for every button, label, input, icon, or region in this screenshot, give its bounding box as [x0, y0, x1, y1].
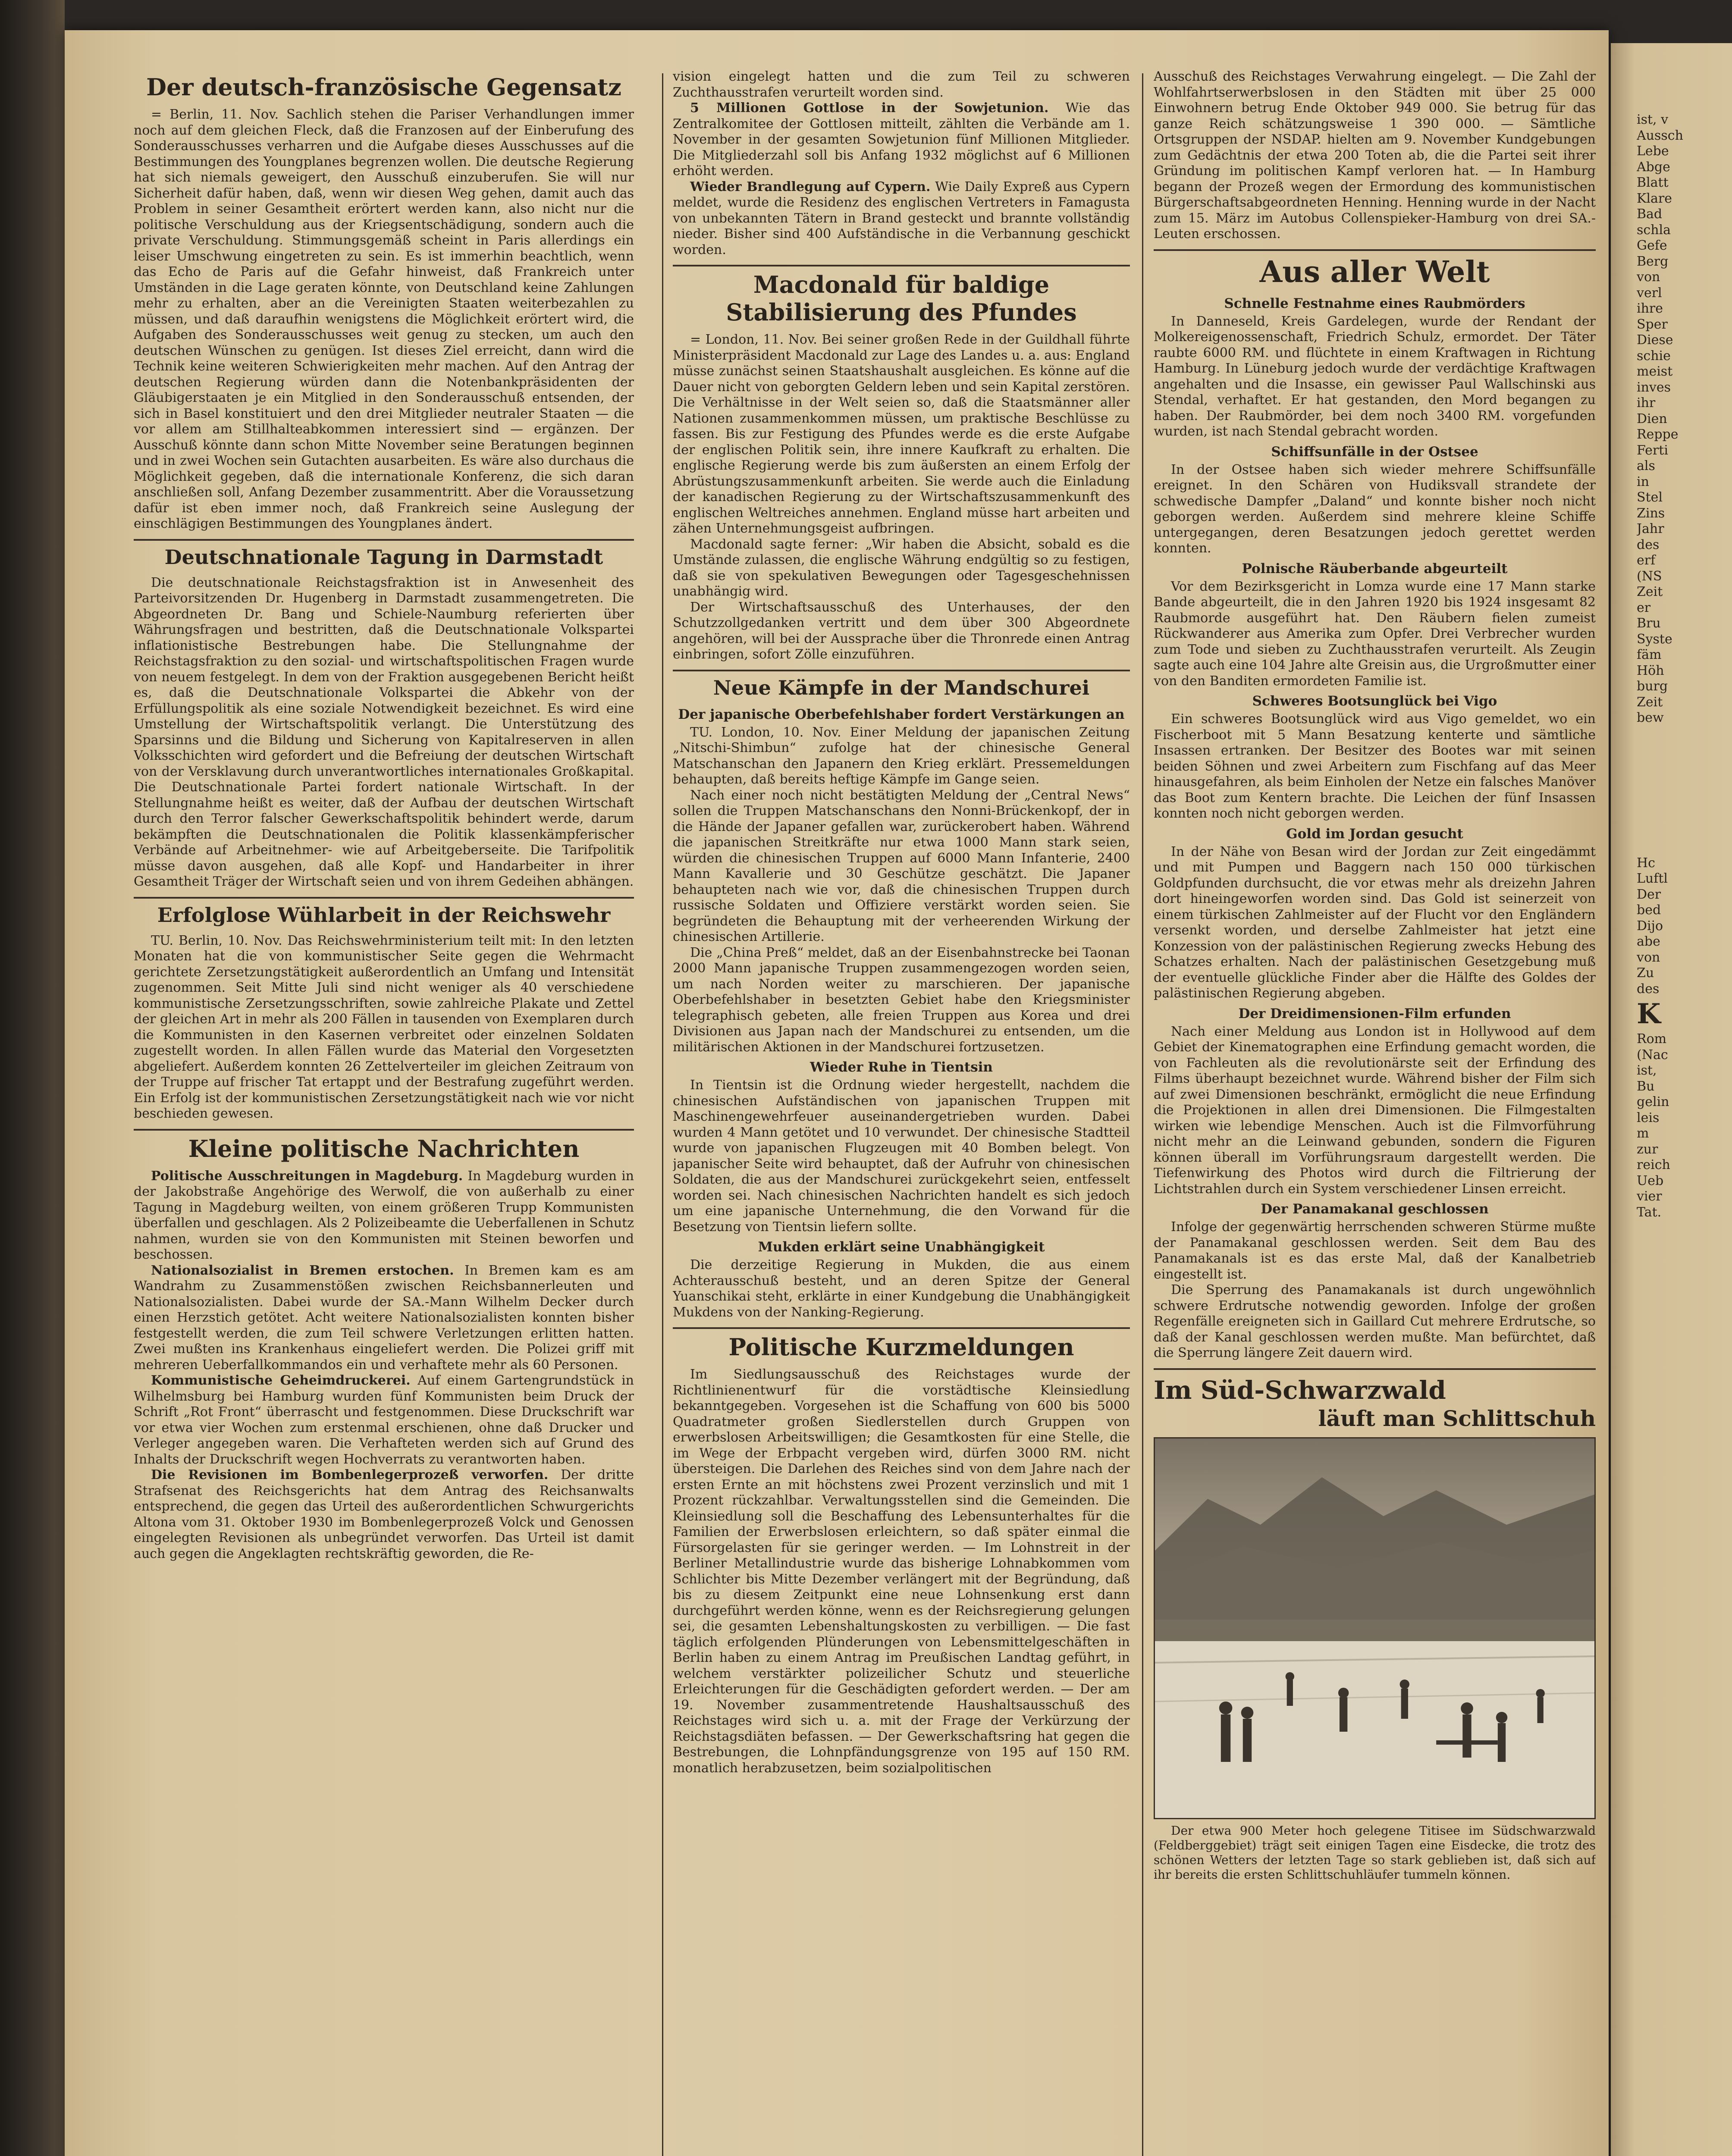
edge-line: Blatt [1637, 175, 1669, 190]
article-text: Vor dem Bezirksgericht in Lomza wurde eine 17 Mann starke Bande abgeurteilt, die in den Jahren 1920 bis 1924 insgesamt 82 Raubmorde ausgeführt hat. Den Räubern fielen zumeist Rückwanderer aus Amerika zum Opfer. Drei Verbrecher wurden zum Tode und sieben zu Zuchthausstrafen verurteilt. Als Zeugin sagte auch eine 104 Jahre alte Greisin aus, die Urgroßmutter einer von den Banditen ermordeten Familie ist. [1154, 579, 1596, 689]
edge-line: Reppe [1637, 427, 1679, 442]
edge-line: gelin [1637, 1094, 1669, 1109]
edge-line: (Nac [1637, 1047, 1668, 1062]
article-text: Die „China Preß“ meldet, daß an der Eisenbahnstrecke bei Taonan 2000 Mann japanische Truppen zusammengezogen worden seien, um nach Norden weiter zu marschieren. Der japanische Oberbefehlshaber in besetzten Gebiet habe den Kriegsminister telegraphisch gebeten, alle freien Truppen aus Korea und drei Divisionen aus Japan nach der Mandschurei zu entsenden, um die militärischen Aktionen in der Mandschurei fortzusetzen. [673, 945, 1130, 1055]
news-item-head: Kommunistische Geheimdruckerei. [151, 1373, 411, 1388]
article-text: Macdonald sagte ferner: „Wir haben die Absicht, sobald es die Umstände zulassen, die englische Währung endgültig so zu festigen, daß sie von spekulativen Bewegungen oder Tagesgeschehnissen unabhängig wird. [673, 536, 1130, 599]
edge-line: ihr [1637, 395, 1656, 411]
edge-line: ihre [1637, 301, 1663, 316]
headline: Der deutsch-französische Gegensatz [146, 73, 621, 101]
column-3 [1154, 69, 1596, 2156]
edge-line: Sper [1637, 317, 1668, 332]
article-text: In Danneseld, Kreis Gardelegen, wurde der Rendant der Molkereigenossenschaft, Friedrich Schulz, ermordet. Der Täter raubte 6000 RM. und flüchtete in einem Kraftwagen in Richtung Hamburg. In Lüneburg jedoch wurde der verdächtige Kraftwagen angehalten und die Insasse, ein gewisser Paul Wallschinski aus Stendal, verhaftet. Er hat gestanden, den Mord begangen zu haben. Der Raubmörder, bei dem noch 3400 RM. vorgefunden wurden, ist nach Stendal gebracht worden. [1154, 313, 1596, 439]
edge-line: Diese [1637, 332, 1673, 348]
subheadline: Wieder Ruhe in Tientsin [810, 1059, 993, 1075]
edge-line: verl [1637, 285, 1662, 301]
edge-line: fäm [1637, 647, 1662, 662]
column-1 [134, 69, 634, 2156]
article-divider [134, 897, 634, 899]
edge-line: Der [1637, 887, 1661, 902]
edge-line: Ueb [1637, 1173, 1664, 1188]
edge-line: inves [1637, 379, 1671, 395]
article-text: In der Ostsee haben sich wieder mehrere Schiffsunfälle ereignet. In den Schären von Hudiksvall strandete der schwedische Dampfer „Daland“ und konnte bisher noch nicht geborgen werden. Außerdem sind mehrere kleine Schiffe untergegangen, deren Besatzungen jedoch gerettet werden konnten. [1154, 462, 1596, 556]
edge-line: ist, [1637, 1063, 1657, 1078]
subheadline: Der Dreidimensionen-Film erfunden [1238, 1006, 1511, 1022]
edge-line: Stel [1637, 490, 1663, 505]
edge-line: Dijo [1637, 918, 1663, 934]
edge-line: meist [1637, 364, 1673, 379]
edge-line: Zu [1637, 965, 1654, 981]
news-item-text: In Magdeburg wurden in der Jakobstraße Angehörige des Werwolf, die von außerhalb zu einer Tagung in Magdeburg weilten, von einem größeren Trupp Kommunisten überfallen und geschlagen. Als 2 Polizeibeamte die Ueberfallenen in Schutz nahmen, wurden sie von den Kommunisten mit Steinen beworfen und beschossen. [134, 1168, 634, 1262]
edge-line: von [1637, 270, 1660, 285]
subheadline: Polnische Räuberbande abgeurteilt [1242, 561, 1508, 577]
news-item [134, 1373, 634, 1467]
edge-line: Zins [1637, 505, 1665, 521]
article-text: Infolge der gegenwärtig herrschenden schweren Stürme mußte der Panamakanal geschlossen werden. Seit dem Bau des Panamakanals ist es das erste Mal, daß der Kanalbetrieb eingestellt ist. [1154, 1219, 1596, 1282]
edge-line: (NS [1637, 568, 1662, 584]
news-item-text: Wie Daily Expreß aus Cypern meldet, wurde die Residenz des englischen Vertreters in Famagusta von unbekannten Tätern in Brand gesteckt und brannte vollständig nieder. Bisher sind 400 Aufständische in die Verbannung geschickt worden. [673, 179, 1130, 257]
edge-line: schla [1637, 222, 1671, 238]
article-text: Der Wirtschaftsausschuß des Unterhauses, der den Schutzzollgedanken vertritt und dem über 300 Abgeordnete angehören, will bei der Aussprache über die Thronrede einen Antrag einbringen, sofort Zölle einzuführen. [673, 599, 1130, 662]
edge-line: reich [1637, 1157, 1670, 1172]
edge-line: vier [1637, 1189, 1662, 1204]
edge-line: Berg [1637, 254, 1669, 269]
news-item-head: Politische Ausschreitungen in Magdeburg. [151, 1168, 463, 1184]
edge-line: Aussch [1637, 128, 1683, 143]
news-item [134, 1169, 634, 1263]
article-text: Die deutschnationale Reichstagsfraktion ist in Anwesenheit des Parteivorsitzenden Dr. Hugenberg in Darmstadt zusammengetreten. Die Abgeordneten Dr. Bang und Schiele-Naumburg referierten über Währungsfragen und bestritten, daß die Deutschnationale Volkspartei inflationistische Bestrebungen habe. Die Stellungnahme der Reichstagsfraktion zu den sozial- und wirtschaftspolitischen Fragen wurde von neuem festgelegt. In dem von der Fraktion ausgegebenen Bericht heißt es, daß die Deutschnationale Volkspartei die Abkehr von der Erfüllungspolitik als eine soziale Notwendigkeit bezeichnet. Es wird eine Umstellung der Wirtschaftspolitik verlangt. Die Unterstützung des Sparsinns und die Bildung und Sicherung von Kapitalreserven in allen Volksschichten wird gefordert und die Befreiung der deutschen Wirtschaft von der Versklavung durch unverantwortliches internationales Großkapital. Die Deutschnationale Partei fordert nationale Wirtschaft. In der Stellungnahme heißt es weiter, daß der Aufbau der deutschen Wirtschaft durch den Terror falscher Gewerkschaftspolitik behindert werde, darum bekämpften die Deutschnationalen die Politik klassenkämpferischer Verbände auf Arbeitnehmer- wie auf Arbeitgeberseite. Die Tarifpolitik müsse davon ausgehen, daß alle Kopf- und Handarbeiter in ihrer Gesamtheit Träger der Wirtschaft seien und von ihrem Gedeihen abhängen. [134, 575, 634, 889]
subheadline: Gold im Jordan gesucht [1286, 826, 1463, 842]
subheadline: Schweres Bootsunglück bei Vigo [1252, 693, 1497, 709]
headline: Kleine politische Nachrichten [188, 1134, 580, 1163]
edge-line: Zeit [1637, 694, 1663, 710]
article-divider [673, 1327, 1130, 1329]
news-item-head: Nationalsozialist in Bremen erstochen. [151, 1263, 454, 1278]
subheadline: Schiffsunfälle in der Ostsee [1271, 444, 1478, 460]
article-divider [673, 670, 1130, 671]
article-divider [1154, 1368, 1596, 1370]
article-divider [134, 539, 634, 541]
news-item-text: Wie das Zentralkomitee der Gottlosen mitteilt, zählten die Verbände am 1. November in der gesamten Sowjetunion fünf Millionen Mitglieder. Die Mitgliederzahl soll bis Anfang 1932 möglichst auf 6 Millionen erhöht werden. [673, 100, 1130, 179]
edge-line: bed [1637, 903, 1661, 918]
photo-title: Im Süd-Schwarzwald [1154, 1375, 1446, 1405]
news-item [134, 1467, 634, 1562]
headline: Neue Kämpfe in der Mandschurei [713, 676, 1090, 699]
edge-line: Dien [1637, 411, 1667, 426]
book-binding [0, 0, 65, 2156]
article-text: = London, 11. Nov. Bei seiner großen Rede in der Guildhall führte Ministerpräsident Macdonald zur Lage des Landes u. a. aus: England müsse zunächst seinen Staatshaushalt ausgleichen. Es könne auf die Dauer nicht von geborgten Geldern leben und sein Kapital zerstören. Die Verhältnisse in der Welt seien so, daß die Staatsmänner aller Nationen zusammenkommen müssen, um praktische Beschlüsse zu fassen. Bis zur Festigung des Pfundes werde es die erste Aufgabe der englischen Politik sein, ihre innere Kaufkraft zu erhalten. Die englische Regierung werde bis zum äußersten an einem Erfolg der Abrüstungszusammenkunft arbeiten. Sie werde auch die Einladung der kanadischen Regierung zu der Wirtschaftszusammenkunft des englischen Weltreiches annehmen. England müsse hart arbeiten und zähen Unternehmungsgeist aufbringen. [673, 332, 1130, 536]
edge-line: Lebe [1637, 144, 1669, 159]
edge-line: Bru [1637, 616, 1661, 631]
edge-line: des [1637, 537, 1660, 552]
edge-line: er [1637, 600, 1651, 615]
edge-line: Bu [1637, 1078, 1655, 1094]
skating-photo [1154, 1437, 1596, 1819]
column-rule [1142, 73, 1143, 2156]
news-item-text: Auf einem Gartengrundstück in Wilhelmsburg bei Hamburg wurden fünf Kommunisten beim Druck der Schrift „Rot Front“ überrascht und festgenommen. Diese Druckschrift war vor etwa vier Wochen zum erstenmal erschienen, ohne daß Drucker und Verleger angegeben waren. Die Verhafteten werden sich auf Grund des Inhalts der Druckschrift wegen Hochverrats zu verantworten haben. [134, 1373, 634, 1467]
article-text: = Berlin, 11. Nov. Sachlich stehen die Pariser Verhandlungen immer noch auf dem gleichen Fleck, daß die Franzosen auf der Einberufung des Sonderausschusses verharren und die Aufgabe dieses Ausschusses auf die Bestimmungen des Youngplanes begrenzen wollen. Die deutsche Regierung hat sich niemals geweigert, den Ausschuß einzuberufen. Sie will nur Sicherheit dafür haben, daß, wenn wir diesen Weg gehen, damit auch das Problem in seiner Gesamtheit erörtert werden kann, also nicht nur die politische Verschuldung aus der Kriegsentschädigung, sondern auch die private Verschuldung. Stimmungsgemäß scheint in Paris allerdings ein leiser Umschwung eingetreten zu sein. Es ist immerhin beachtlich, wenn das Echo de Paris auf die Gefahr hinweist, daß Frankreich unter Umständen in die Lage geraten könnte, von Deutschland keine Zahlungen mehr zu erhalten, aber an die Vereinigten Staaten weiterbezahlen zu müssen, und daß daraufhin wenigstens die Möglichkeit erörtert wird, die Aufgaben des Sonderausschusses weit genug zu stecken, um auch den deutschen Wünschen zu genügen. Ist dieses Ziel erreicht, dann wird die Technik keine weiteren Schwierigkeiten mehr machen. Auf den Antrag der deutschen Regierung würden dann die Notenbankpräsidenten der Gläubigerstaaten je ein Mitglied in den Sonderausschuß entsenden, der sich in Basel konstituiert und den drei Mitglieder neutraler Staaten — die vor allem am Stillhalteabkommen interessiert sind — ergänzen. Der Ausschuß könnte dann schon Mitte November seine Beratungen beginnen und in zwei Wochen sein Gutachten ausarbeiten. Es wäre also durchaus die Möglichkeit gegeben, daß die internationale Konferenz, die sich daran anschließen soll, Anfang Dezember zusammentritt. Aber die Voraussetzung dafür ist eben immer noch, daß Frankreich seine Auslegung der einschlägigen Bestimmungen des Youngplanes ändert. [134, 107, 634, 531]
photo-caption: Der etwa 900 Meter hoch gelegene Titisee im Südschwarzwald (Feldberggebiet) trägt seit einigen Tagen eine Eisdecke, die trotz des schönen Wetters der letzten Tage so stark geblieben ist, daß sich auf ihr bereits die ersten Schlittschuhläufer tummeln können. [1154, 1823, 1596, 1882]
article-text: TU. London, 10. Nov. Einer Meldung der japanischen Zeitung „Nitschi-Shimbun“ zufolge hat der chinesische General Matschanschan den Japanern den Krieg erklärt. Pressemeldungen behaupten, daß bereits heftige Kämpfe im Gange seien. [673, 724, 1130, 787]
edge-line: von [1637, 950, 1660, 965]
edge-line: Luftl [1637, 871, 1668, 886]
subheadline: Der japanische Oberbefehlshaber fordert Verstärkungen an [678, 706, 1125, 722]
edge-line: Rom [1637, 1031, 1667, 1047]
article-text: In Tientsin ist die Ordnung wieder hergestellt, nachdem die chinesischen Aufständischen von japanischen Truppen mit Maschinengewehrfeuer auseinandergetrieben wurden. Dabei wurden 4 Mann getötet und 10 verwundet. Der chinesische Stadtteil wurde von japanischen Flugzeugen mit 40 Bomben belegt. Von japanischer Seite wird behauptet, daß der Aufruhr von chinesischen Soldaten, die aus der Mandschurei zurückgekehrt seien, entfesselt worden sei. Nach chinesischen Nachrichten handelt es sich jedoch um eine japanische Unternehmung, die den Vorwand für die Besetzung von Tientsin liefern sollte. [673, 1078, 1130, 1235]
headline: Deutschnationale Tagung in Darmstadt [164, 545, 603, 569]
article-text: Ausschuß des Reichstages Verwahrung eingelegt. — Die Zahl der Wohlfahrtserwerbslosen in den Städten mit über 25 000 Einwohnern betrug Ende Oktober 949 000. Sie betrug für das ganze Reich schätzungsweise 1 390 000. — Sämtliche Ortsgruppen der NSDAP. hielten am 9. November Kundgebungen zum Gedächtnis der etwa 200 Toten ab, die die Partei seit ihrer Gründung im politischen Kampf verloren hat. — In Hamburg begann der Prozeß wegen der Ermordung des kommunistischen Bürgerschaftsabgeordneten Henning. Henning wurde in der Nacht zum 15. März im Autobus Collenspieker-Hamburg von drei SA.-Leuten erschossen. [1154, 69, 1596, 241]
edge-line: Zeit [1637, 584, 1663, 599]
news-item [673, 179, 1130, 258]
edge-spacer [1637, 726, 1723, 856]
headline: Politische Kurzmeldungen [728, 1333, 1074, 1361]
news-item [673, 100, 1130, 179]
photo-subtitle: läuft man Schlittschuh [1318, 1405, 1596, 1431]
article-text: Ein schweres Bootsunglück wird aus Vigo gemeldet, wo ein Fischerboot mit 5 Mann Besatzung kenterte und sämtliche Insassen ertranken. Der Besitzer des Bootes war mit seinen beiden Söhnen und zwei Arbeitern zum Fischfang auf das Meer hinausgefahren, als beim Einholen der Netze ein falsches Manöver das Boot zum Kentern brachte. Die Leichen der fünf Insassen konnten noch nicht geborgen werden. [1154, 711, 1596, 821]
subheadline: Der Panamakanal geschlossen [1261, 1201, 1489, 1217]
article-divider [134, 1129, 634, 1131]
edge-line: Höh [1637, 663, 1664, 678]
adjacent-page-edge [1611, 43, 1732, 2156]
article-text: TU. Berlin, 10. Nov. Das Reichswehrministerium teilt mit: In den letzten Monaten hat die von kommunistischer Seite gegen die Wehrmacht gerichtete Zersetzungstätigkeit außerordentlich an Umfang und Intensität zugenommen. Seit Mitte Juli sind nicht weniger als 40 verschiedene kommunistische Zersetzungsschriften, sowie zahlreiche Plakate und Zettel der gleichen Art in mehr als 200 Fällen in tausenden von Exemplaren durch die Kommunisten in den Kasernen verbreitet oder einzelnen Soldaten zugestellt worden. In allen Fällen wurde das Material den Vorgesetzten abgeliefert. Außerdem konnten 26 Zettelverteiler im gleichen Zeitraum von der Truppe auf frischer Tat ertappt und der Bestrafung zugeführt werden. Ein Erfolg ist der kommunistischen Zersetzungstätigkeit nach wie vor nicht beschieden gewesen. [134, 933, 634, 1121]
news-item-head: Wieder Brandlegung auf Cypern. [690, 179, 931, 194]
newspaper-page [65, 30, 1609, 2156]
article-text: In der Nähe von Besan wird der Jordan zur Zeit eingedämmt und mit Pumpen und Baggern nach 150 000 türkischen Goldpfunden durchsucht, die vor etwas mehr als dreizehn Jahren dort hineingeworfen worden sind. Das Gold ist seinerzeit von einem türkischen Zahlmeister auf der Flucht vor den Engländern versenkt worden, und derselbe Zahlmeister hat jetzt eine Konzession von der palästinischen Regierung zwecks Hebung des Schatzes erhalten. Nach der palästinischen Gesetzgebung muß der eventuelle glückliche Finder aber die Hälfte des Goldes der palästinischen Regierung abgeben. [1154, 844, 1596, 1001]
edge-line: Hc [1637, 855, 1655, 871]
news-item-text: In Bremen kam es am Wandrahm zu Zusammenstößen zwischen Reichsbannerleuten und Nationalsozialisten. Dabei wurde der SA.-Mann Wilhelm Decker durch einen Herzstich getötet. Acht weitere Nationalsozialisten konnten bisher festgestellt werden, die zum Teil schwere Verletzungen erlitten hatten. Zwei mußten ins Krankenhaus eingeliefert werden. Die Polizei griff mit mehreren Ueberfallkommandos ein und verhaftete mehr als 60 Personen. [134, 1263, 634, 1373]
news-item-text: Der dritte Strafsenat des Reichsgerichts hat dem Antrag des Reichsanwalts entsprechend, die gegen das Urteil des außerordentlichen Schwurgerichts Altona vom 31. Oktober 1930 im Bombenlegerprozeß Volck und Genossen eingelegten Revisionen als unbegründet verworfen. Das Urteil ist damit auch gegen die Angeklagten rechtskräftig geworden, die Re- [134, 1467, 634, 1561]
headline: Erfolglose Wühlarbeit in der Reichswehr [157, 903, 611, 927]
headline: Macdonald für baldige Stabilisierung des Pfundes [726, 271, 1077, 326]
edge-line: Abge [1637, 159, 1670, 175]
edge-line: des [1637, 981, 1660, 997]
edge-line: Syste [1637, 631, 1672, 647]
edge-line: Jahr [1637, 521, 1664, 536]
edge-line: burg [1637, 679, 1668, 694]
edge-line: m [1637, 1126, 1649, 1141]
news-item [134, 1263, 634, 1373]
edge-line: Gefe [1637, 238, 1667, 253]
edge-line: abe [1637, 934, 1660, 949]
subheadline: Mukden erklärt seine Unabhängigkeit [758, 1239, 1045, 1255]
article-divider [1154, 249, 1596, 251]
article-text: Nach einer noch nicht bestätigten Meldung der „Central News“ sollen die Truppen Matschanschans den Nonni-Brückenkopf, der in die Hände der Japaner gefallen war, zurückerobert haben. Während die japanischen Streitkräfte nur etwa 1000 Mann stark seien, würden die chinesischen Truppen auf 6000 Mann Infanterie, 2400 Mann Kavallerie und 30 Geschütze geschätzt. Die Japaner behaupteten nach wie vor, daß die chinesischen Truppen durch russische Soldaten und Offiziere verstärkt worden seien. Sie begründeten die Behauptung mit der verheerenden Wirkung der chinesischen Artillerie. [673, 787, 1130, 944]
edge-line: erf [1637, 553, 1656, 568]
photo-headline [1154, 1376, 1596, 1433]
edge-line: in [1637, 474, 1649, 489]
subheadline: Schnelle Festnahme eines Raubmörders [1224, 295, 1525, 311]
edge-line: Bad [1637, 207, 1663, 222]
news-item-head: Die Revisionen im Bombenlegerprozeß verworfen. [151, 1467, 549, 1482]
article-text: vision eingelegt hatten und die zum Teil zu schweren Zuchthausstrafen verurteilt worden sind. [673, 69, 1130, 100]
edge-line: Tat. [1637, 1204, 1662, 1220]
article-divider [673, 265, 1130, 266]
edge-line: zur [1637, 1141, 1658, 1157]
edge-line: schie [1637, 348, 1671, 364]
article-text: Nach einer Meldung aus London ist in Hollywood auf dem Gebiet der Kinematographen eine Erfindung gemacht worden, die von Fachleuten als die revolutionärste seit der Erfindung des Films überhaupt bezeichnet wurde. Während bisher der Film sich auf zwei Dimensionen beschränkt, ermöglicht die neue Erfindung die Projektionen in allen drei Dimensionen. Die Filmgestalten wirken wie lebendige Menschen. Auch ist die Filmvorführung nicht mehr an die Leinwand gebunden, sondern die Figuren können überall im Vorführungsraum dargestellt werden. Die Tiefenwirkung des Photos wird durch die Filtrierung der Lichtstrahlen durch ein System verschiedener Linsen erreicht. [1154, 1024, 1596, 1197]
edge-line: bew [1637, 710, 1664, 725]
edge-line: Ferti [1637, 442, 1668, 458]
edge-line: ist, v [1637, 112, 1669, 127]
headline: Aus aller Welt [1259, 254, 1490, 289]
edge-line: Klare [1637, 191, 1672, 206]
column-rule [662, 73, 663, 2156]
article-text: Die Sperrung des Panamakanals ist durch ungewöhnlich schwere Erdrutsche notwendig geworden. Infolge der großen Regenfälle ereigneten sich in Gaillard Cut mehrere Erdrutsche, so daß der Kanal geschlossen werden mußte. Man befürchtet, daß die Sperrung längere Zeit dauern wird. [1154, 1282, 1596, 1360]
edge-line: leis [1637, 1110, 1660, 1125]
article-text: Die derzeitige Regierung in Mukden, die aus einem Achterausschuß besteht, und an deren Spitze der General Yuanschikai steht, erklärte in einer Kundgebung die Unabhängigkeit Mukdens von der Nanking-Regierung. [673, 1257, 1130, 1320]
news-item-head: 5 Millionen Gottlose in der Sowjetunion. [690, 100, 1049, 116]
skating-photo-drawing [1155, 1438, 1594, 1818]
edge-headline: K [1637, 998, 1661, 1030]
edge-line: als [1637, 458, 1655, 473]
adjacent-page-text [1637, 112, 1723, 1220]
column-2 [673, 69, 1130, 2156]
article-text: Im Siedlungsausschuß des Reichstages wurde der Richtlinienentwurf für die vorstädtische Kleinsiedlung bekanntgegeben. Vorgesehen ist die Schaffung von 600 bis 5000 Quadratmeter großen Siedlerstellen durch Gruppen von erwerbslosen Arbeitswilligen; die Gesamtkosten für eine Stelle, die im Wege der Erbpacht vergeben wird, dürfen 3000 RM. nicht übersteigen. Die Darlehen des Reiches sind von dem Jahre nach der ersten Ernte an mit höchstens zwei Prozent verzinslich und mit 1 Prozent rückzahlbar. Verwaltungsstellen sind die Gemeinden. Die Kleinsiedlung soll die Beschaffung des Lebensunterhaltes für die Familien der Erwerbslosen erleichtern, so daß später einmal die Fürsorgelasten für sie geringer werden. — Im Lohnstreit in der Berliner Metallindustrie wurde das bisherige Lohnabkommen vom Schlichter bis Mitte Dezember verlängert mit der Begründung, daß bis zu diesem Zeitpunkt eine neue Lohnsenkung erst dann durchgeführt werden könne, wenn es der Reichsregierung gelungen sei, die gesamten Lebenshaltungskosten zu verbilligen. — Die fast täglich erfolgenden Plünderungen von Lebensmittelgeschäften in Berlin haben zu einem Antrag im Preußischen Landtag geführt, in welchem verstärkter polizeilicher Schutz und steuerliche Erleichterungen für die Geschädigten gefordert werden. — Der am 19. November zusammentretende Haushaltsausschuß des Reichstages wird sich u. a. mit der Frage der Verkürzung der Reichstagsdiäten befassen. — Der Gewerkschaftsring hat gegen die Bestrebungen, die Lohnpfändungsgrenze von 195 auf 150 RM. monatlich herabzusetzen, beim sozialpolitischen [673, 1367, 1130, 1776]
